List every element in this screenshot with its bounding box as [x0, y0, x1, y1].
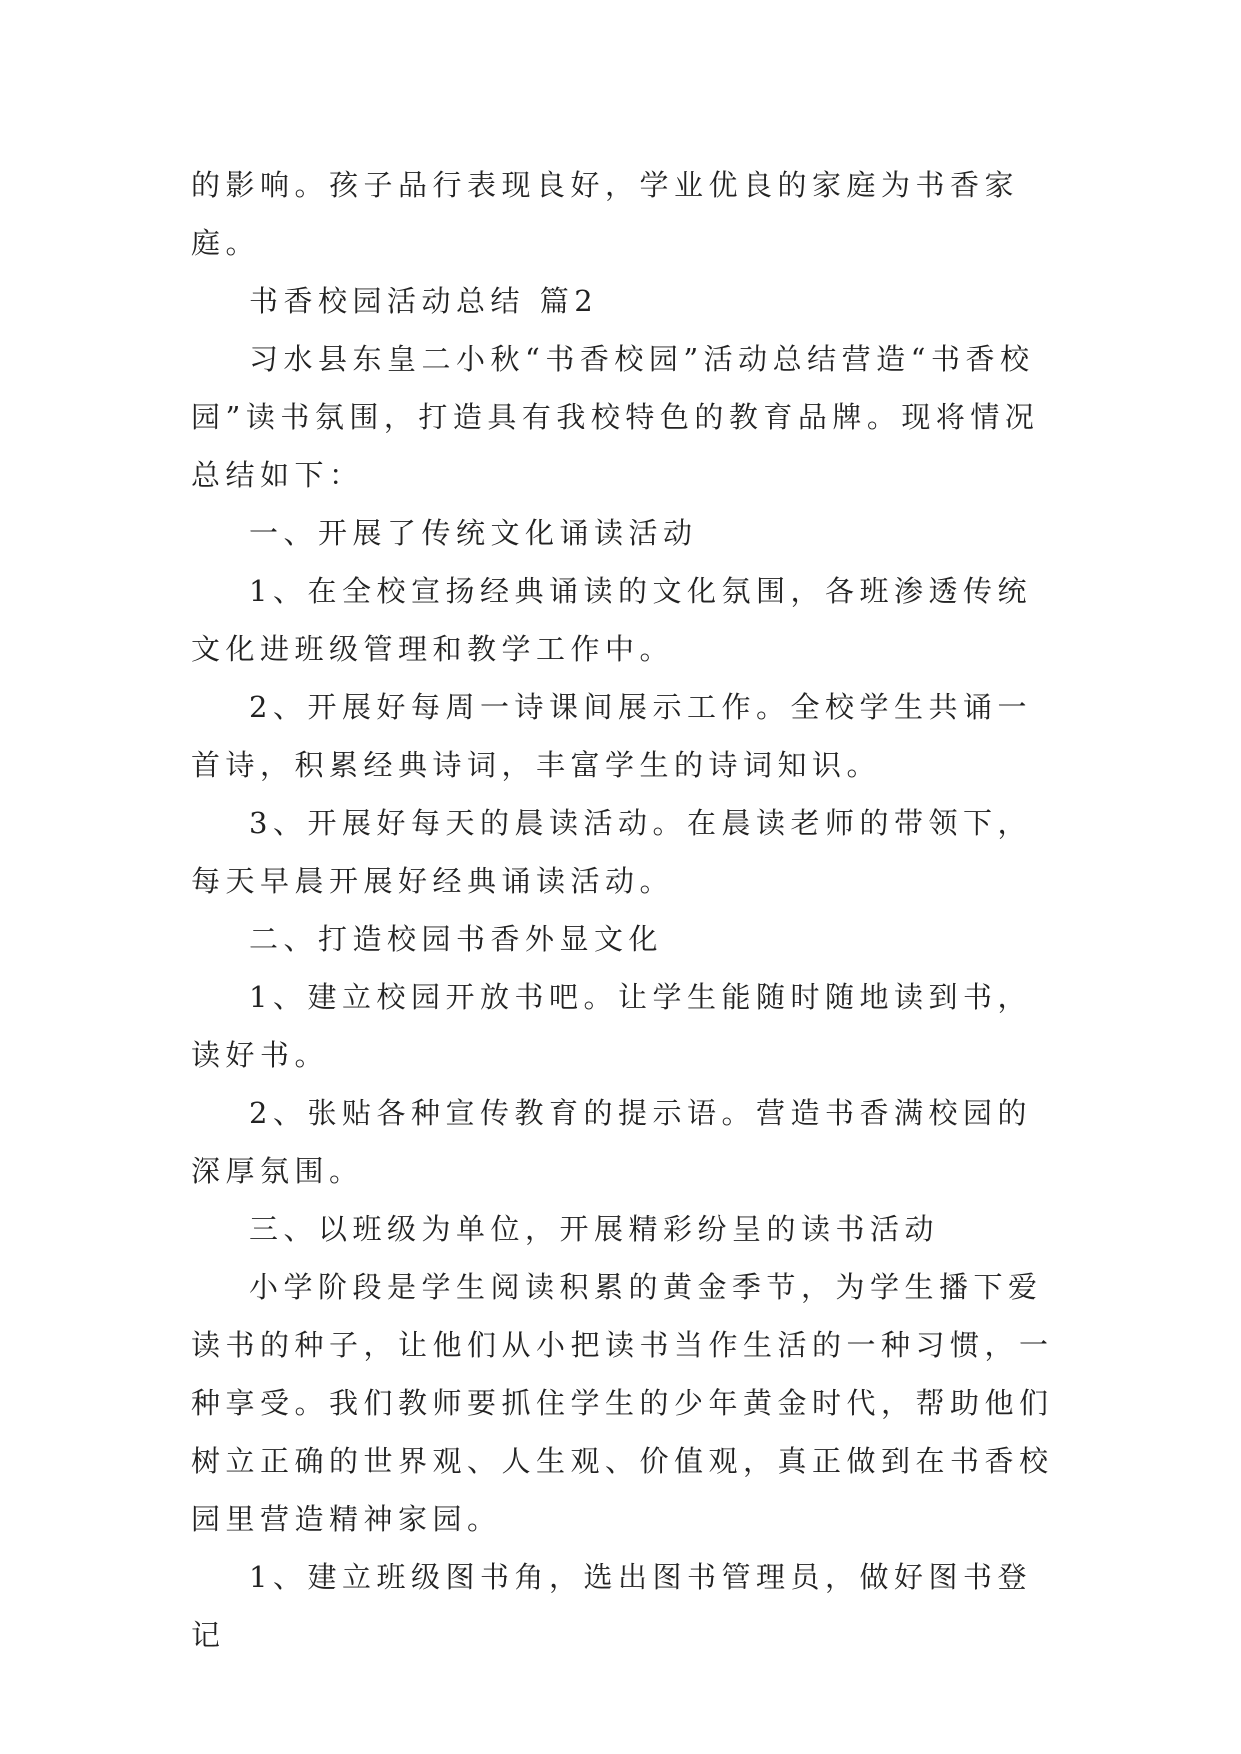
- paragraph-part-1-item-1: 1、在全校宣扬经典诵读的文化氛围，各班渗透传统文化进班级管理和教学工作中。: [191, 574, 1032, 666]
- paragraph-part-3-intro: 小学阶段是学生阅读积累的黄金季节，为学生播下爱读书的种子，让他们从小把读书当作生活的一种习惯，一种享受。我们教师要抓住学生的少年黄金时代，帮助他们树立正确的世界观、人生观、价值观，真正做到在书香校园里营造精神家园。: [191, 1270, 1054, 1536]
- paragraph-intro: 习水县东皇二小秋“书香校园”活动总结营造“书香校园”读书氛围，打造具有我校特色的教育品牌。现将情况总结如下：: [191, 342, 1040, 492]
- heading-part-3: 三、以班级为单位，开展精彩纷呈的读书活动: [249, 1212, 940, 1246]
- paragraph-part-2-item-2: 2、张贴各种宣传教育的提示语。营造书香满校园的深厚氛围。: [191, 1096, 1032, 1188]
- heading-part-1: 一、开展了传统文化诵读活动: [249, 516, 698, 550]
- heading-part-2: 二、打造校园书香外显文化: [249, 922, 664, 956]
- paragraph-part-1-item-2: 2、开展好每周一诗课间展示工作。全校学生共诵一首诗，积累经典诗词，丰富学生的诗词知识。: [191, 690, 1032, 782]
- paragraph-part-1-item-3: 3、开展好每天的晨读活动。在晨读老师的带领下，每天早晨开展好经典诵读活动。: [191, 806, 1032, 898]
- document-body: [191, 156, 1061, 1664]
- paragraph-part-2-item-1: 1、建立校园开放书吧。让学生能随时随地读到书，读好书。: [191, 980, 1032, 1072]
- paragraph-part-3-item-1: 1、建立班级图书角，选出图书管理员，做好图书登记: [191, 1560, 1032, 1652]
- paragraph-continuation: 的影响。孩子品行表现良好，学业优良的家庭为书香家庭。: [191, 168, 1020, 260]
- section-heading-article-2: 书香校园活动总结 篇2: [249, 284, 599, 318]
